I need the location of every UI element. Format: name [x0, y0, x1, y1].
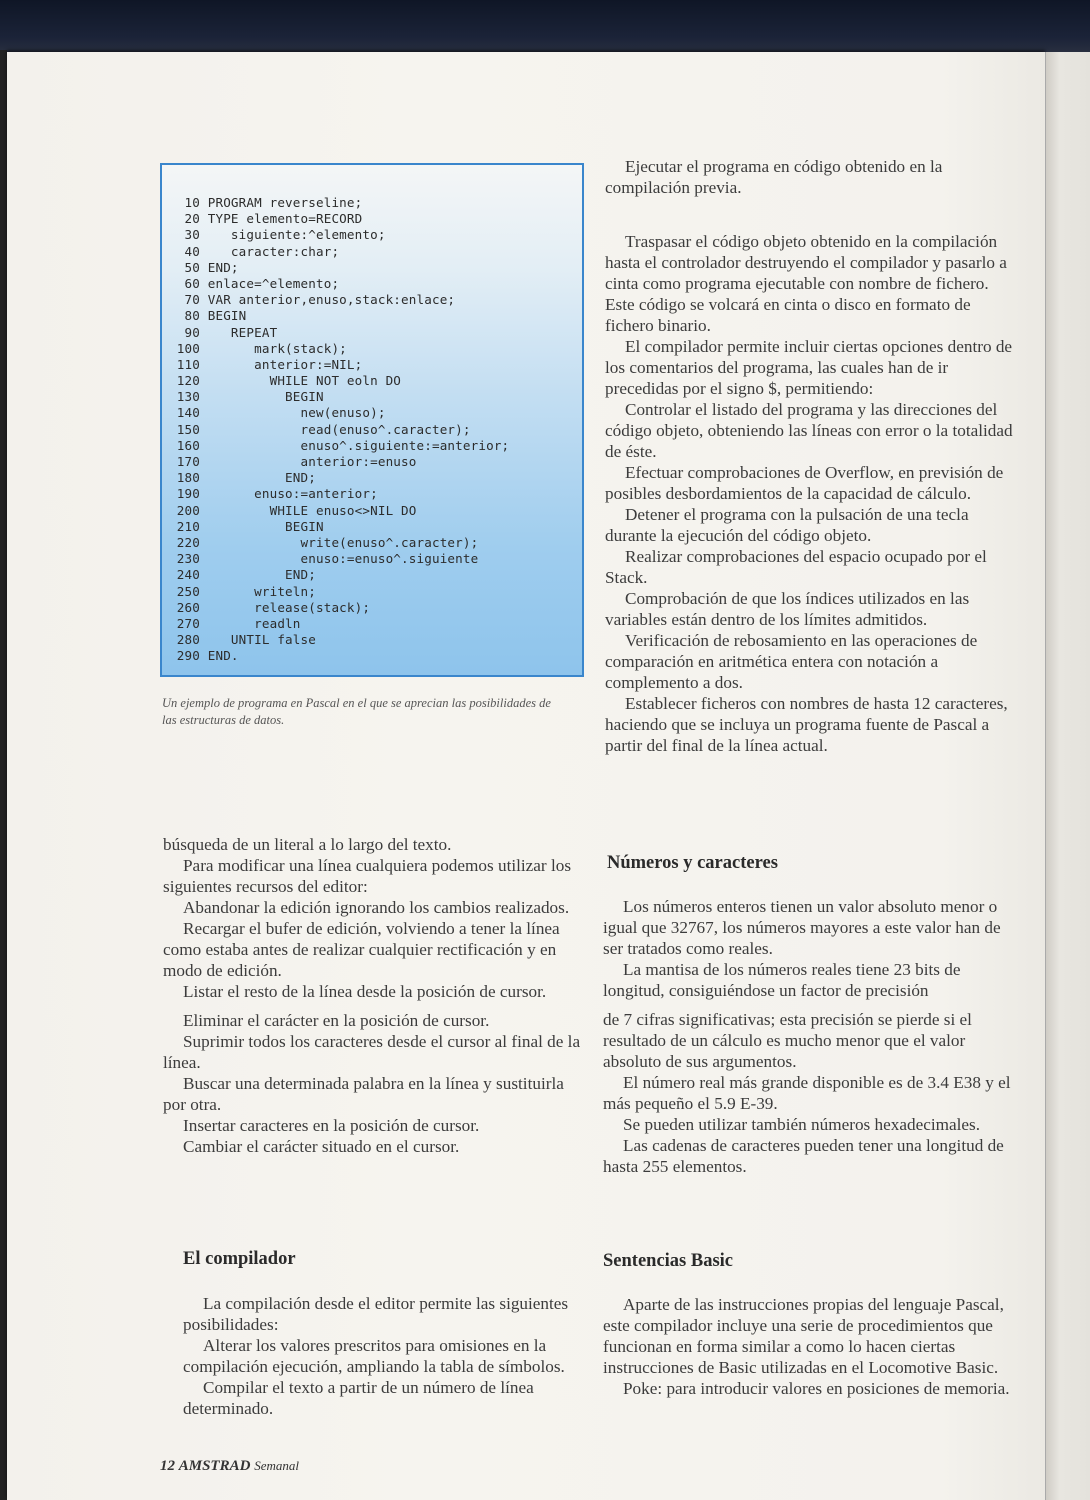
code-line	[166, 519, 509, 535]
paragraph: Suprimir todos los caracteres desde el cursor al final de la línea.	[163, 1032, 581, 1072]
code-text: writeln;	[200, 583, 316, 599]
code-line	[166, 616, 509, 632]
right-column-top	[605, 156, 1020, 756]
paragraph: de 7 cifras significativas; esta precisión se pierde si el resultado de un cálculo es mucho menor que el valor absoluto de sus argumentos.	[603, 1010, 972, 1071]
code-text: readln	[200, 615, 301, 631]
code-text: enlace=^elemento;	[200, 275, 340, 291]
paragraph: El número real más grande disponible es de 3.4 E38 y el más pequeño el 5.9 E-39.	[603, 1073, 1011, 1113]
line-number: 250	[176, 583, 200, 599]
code-line	[166, 405, 509, 421]
line-number: 140	[176, 405, 200, 421]
magazine-suffix: Semanal	[254, 1458, 299, 1473]
paragraph: búsqueda de un literal a lo largo del texto.	[163, 835, 452, 854]
line-number: 100	[176, 340, 200, 356]
line-number: 50	[184, 259, 200, 275]
code-line	[166, 389, 509, 405]
code-text: REPEAT	[200, 324, 278, 340]
line-number: 10	[184, 195, 200, 210]
code-line	[166, 260, 509, 276]
line-number: 80	[184, 308, 200, 324]
code-line	[166, 567, 509, 583]
compilador-section	[183, 1293, 588, 1419]
line-number: 170	[176, 454, 200, 469]
line-number: 90	[184, 324, 200, 340]
line-number: 290	[176, 648, 200, 664]
paragraph: Recargar el bufer de edición, volviendo a tener la línea como estaba antes de realizar cualquier rectificación y en modo de edición.	[163, 919, 560, 980]
code-text: END;	[200, 567, 316, 583]
code-line	[166, 341, 509, 357]
code-line	[166, 292, 509, 308]
line-number: 280	[176, 632, 200, 648]
code-line	[166, 422, 509, 438]
code-text: UNTIL false	[200, 632, 316, 648]
code-text: anterior:=NIL;	[200, 356, 363, 372]
paragraph: Ejecutar el programa en código obtenido en la compilación previa.	[605, 157, 943, 197]
code-line	[166, 373, 509, 389]
code-text: read(enuso^.caracter);	[200, 421, 471, 437]
code-text: WHILE enuso<>NIL DO	[200, 502, 417, 518]
section-heading-numeros: Números y caracteres	[607, 853, 778, 873]
paragraph: Abandonar la edición ignorando los cambios realizados.	[183, 898, 570, 917]
code-line	[166, 195, 509, 211]
paragraph: Establecer ficheros con nombres de hasta 12 caracteres, haciendo que se incluya un programa fuente de Pascal a partir del final de la línea actual.	[605, 694, 1008, 755]
code-text: caracter:char;	[200, 243, 340, 259]
scan-left-edge	[0, 50, 7, 1500]
code-text: release(stack);	[200, 599, 371, 615]
line-number: 180	[176, 470, 200, 486]
paragraph: Buscar una determinada palabra en la línea y sustituirla por otra.	[163, 1074, 564, 1114]
code-text: siguiente:^elemento;	[200, 227, 386, 243]
line-number: 40	[184, 243, 200, 259]
line-number: 60	[184, 275, 200, 291]
code-listing	[166, 195, 509, 664]
paragraph: Para modificar una línea cualquiera podemos utilizar los siguientes recursos del editor:	[163, 856, 572, 896]
magazine-name: AMSTRAD	[178, 1458, 251, 1474]
paragraph: Se pueden utilizar también números hexadecimales.	[623, 1115, 980, 1134]
code-text: BEGIN	[200, 518, 324, 534]
code-text: END.	[200, 648, 239, 664]
paragraph: Listar el resto de la línea desde la posición de cursor.	[183, 982, 547, 1001]
code-line	[166, 244, 509, 260]
line-number: 270	[176, 615, 200, 631]
code-text: write(enuso^.caracter);	[200, 534, 479, 550]
code-text: PROGRAM reverseline;	[200, 195, 363, 210]
line-number: 20	[184, 211, 200, 227]
code-line	[166, 211, 509, 227]
paragraph: El compilador permite incluir ciertas opciones dentro de los comentarios del programa, las cuales han de ir precedidas por el signo $, permitiendo:	[605, 337, 1013, 398]
code-line	[166, 325, 509, 341]
paragraph: Efectuar comprobaciones de Overflow, en previsión de posibles desbordamientos de la capacidad de cálculo.	[605, 463, 1004, 503]
line-number: 160	[176, 437, 200, 453]
paragraph: Comprobación de que los índices utilizados en las variables están dentro de los límites admitidos.	[605, 589, 970, 629]
paragraph: Aparte de las instrucciones propias del lenguaje Pascal, este compilador incluye una serie de procedimientos que funcionan en forma similar a como lo hacen ciertas instrucciones de Basic utilizadas en el Locomotive Basic.	[603, 1295, 1004, 1377]
code-line	[166, 470, 509, 486]
numeros-section	[603, 896, 1023, 1177]
code-text: anterior:=enuso	[200, 454, 417, 469]
line-number: 30	[184, 227, 200, 243]
code-line	[166, 276, 509, 292]
section-heading-compilador: El compilador	[183, 1249, 296, 1269]
code-line	[166, 632, 509, 648]
paragraph: Realizar comprobaciones del espacio ocupado por el Stack.	[605, 547, 987, 587]
page-footer	[160, 1458, 299, 1475]
code-text: enuso^.siguiente:=anterior;	[200, 437, 510, 453]
code-line	[166, 503, 509, 519]
code-text: BEGIN	[200, 308, 247, 324]
line-number: 220	[176, 534, 200, 550]
code-text: mark(stack);	[200, 340, 347, 356]
code-text: VAR anterior,enuso,stack:enlace;	[200, 292, 456, 308]
line-number: 190	[176, 486, 200, 502]
line-number: 260	[176, 599, 200, 615]
paragraph: Los números enteros tienen un valor absoluto menor o igual que 32767, los números mayores a este valor han de ser tratados como reales.	[603, 897, 1001, 958]
code-listing-box	[160, 163, 584, 677]
line-number: 240	[176, 567, 200, 583]
paragraph: Alterar los valores prescritos para omisiones en la compilación ejecución, ampliando la tabla de símbolos.	[183, 1336, 565, 1376]
left-column-middle	[163, 834, 581, 1157]
code-line	[166, 308, 509, 324]
paragraph: La compilación desde el editor permite las siguientes posibilidades:	[183, 1294, 569, 1334]
paragraph: Cambiar el carácter situado en el cursor.	[183, 1137, 460, 1156]
code-line	[166, 357, 509, 373]
paragraph: Insertar caracteres en la posición de cursor.	[183, 1116, 480, 1135]
paragraph: Verificación de rebosamiento en las operaciones de comparación en aritmética entera con notación a complemento a dos.	[605, 631, 978, 692]
line-number: 200	[176, 502, 200, 518]
code-text: END;	[200, 470, 316, 486]
code-text: BEGIN	[200, 389, 324, 405]
page-number: 12	[160, 1458, 175, 1474]
code-line	[166, 551, 509, 567]
paragraph: Traspasar el código objeto obtenido en la compilación hasta el controlador destruyendo el compilador y pasarlo a cinta como programa ejecutable con nombre de fichero. Este código se volcará en cinta o disco en formato de fichero binario.	[605, 232, 1007, 335]
line-number: 70	[184, 292, 200, 308]
code-line	[166, 438, 509, 454]
code-line	[166, 454, 509, 470]
line-number: 120	[176, 373, 200, 389]
code-line	[166, 584, 509, 600]
code-line	[166, 486, 509, 502]
paragraph: La mantisa de los números reales tiene 23 bits de longitud, consiguiéndose un factor de precisión	[603, 960, 961, 1000]
code-line	[166, 535, 509, 551]
section-heading-sentencias: Sentencias Basic	[603, 1251, 734, 1271]
code-text: END;	[200, 259, 239, 275]
figure-caption: Un ejemplo de programa en Pascal en el que se aprecian las posibilidades de las estructuras de datos.	[162, 696, 551, 727]
line-number: 150	[176, 421, 200, 437]
code-text: TYPE elemento=RECORD	[200, 211, 363, 227]
paragraph: Eliminar el carácter en la posición de cursor.	[183, 1011, 490, 1030]
paragraph: Las cadenas de caracteres pueden tener una longitud de hasta 255 elementos.	[603, 1136, 1004, 1176]
paragraph: Controlar el listado del programa y las direcciones del código objeto, obteniendo las líneas con error o la totalidad de éste.	[605, 400, 1013, 461]
code-line	[166, 600, 509, 616]
code-line	[166, 227, 509, 243]
code-text: enuso:=enuso^.siguiente	[200, 551, 479, 567]
line-number: 230	[176, 551, 200, 567]
paragraph: Poke: para introducir valores en posiciones de memoria.	[623, 1379, 1010, 1398]
next-page-edge	[1045, 52, 1090, 1500]
code-line	[166, 648, 509, 664]
paragraph: Compilar el texto a partir de un número de línea determinado.	[183, 1378, 534, 1418]
paragraph: Detener el programa con la pulsación de una tecla durante la ejecución del código objeto.	[605, 505, 969, 545]
scan-top-background	[0, 0, 1090, 54]
code-text: WHILE NOT eoln DO	[200, 373, 402, 389]
code-text: enuso:=anterior;	[200, 486, 378, 502]
code-text: new(enuso);	[200, 405, 386, 421]
line-number: 210	[176, 518, 200, 534]
sentencias-section	[603, 1294, 1023, 1399]
line-number: 130	[176, 389, 200, 405]
line-number: 110	[176, 356, 200, 372]
